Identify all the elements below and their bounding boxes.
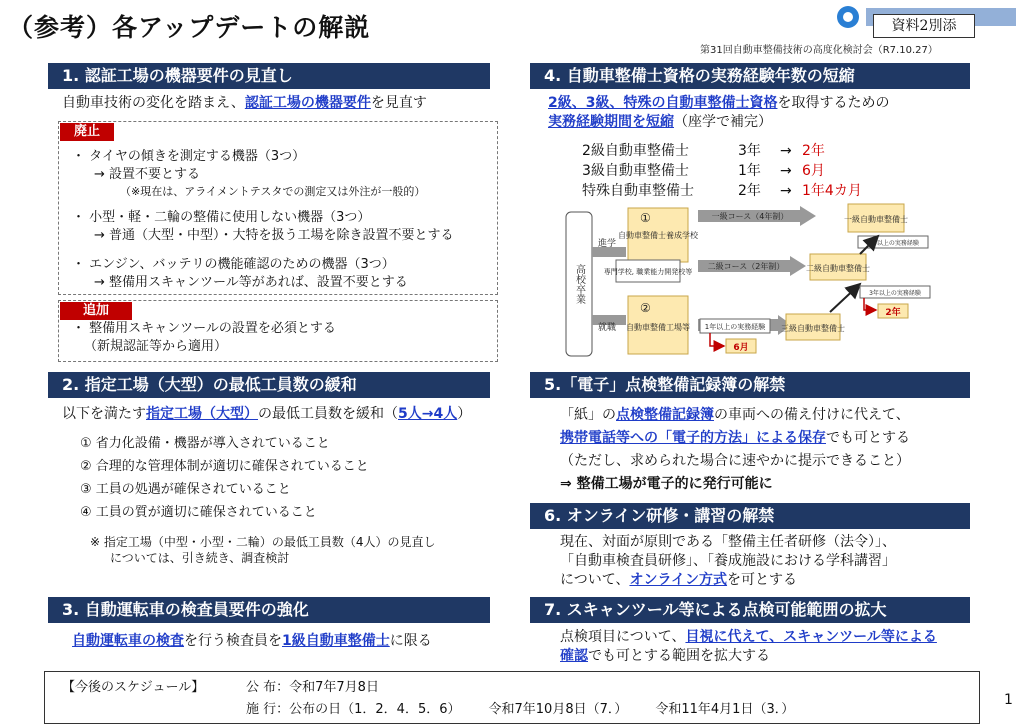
item-line: ・ タイヤの傾きを測定する機器（3つ） [72, 149, 306, 164]
intro-highlight: 認証工場の機器要件 [244, 95, 371, 111]
intro-text: （座学で補完） [674, 114, 772, 130]
grade3-label: 三級自動車整備士 [781, 324, 845, 333]
section-2-note [90, 534, 436, 566]
item-line: （新規認証等から適用） [84, 339, 228, 354]
text-highlight: 目視に代えて、スキャンツール等による [685, 629, 937, 645]
red-6m: 6月 [733, 343, 749, 353]
text-line: （ただし、求められた場合に速やかに提示できること） [560, 453, 910, 469]
item-line: ・ エンジン、バッテリの機能確認のための機器（3つ） [72, 257, 395, 272]
red-2y: 2年 [885, 308, 901, 318]
box1-num: ① [640, 211, 651, 225]
intro-text: 以下を満たす [62, 406, 146, 422]
text-highlight: オンライン方式 [629, 572, 728, 588]
intro-highlight: 実務経験期間を短縮 [548, 114, 674, 130]
experience-row: 3級自動車整備士 1年 → 6月 [582, 163, 825, 179]
text-highlight: 確認 [560, 648, 588, 664]
intro-highlight: 5人→4人 [398, 406, 458, 422]
item-line: ・ 小型・軽・二輪の整備に使用しない機器（3つ） [72, 210, 371, 225]
experience-row: 特殊自動車整備士 2年 → 1年4カ月 [582, 183, 862, 199]
shingaku-label: 進学 [598, 239, 617, 249]
text-line: ⇒ 整備工場が電子的に発行可能に [560, 476, 773, 492]
item-note: （※現在は、アライメントテスタでの測定又は外注が一般的） [120, 185, 426, 198]
grade2-exp: 3年以上の実務経験 [869, 290, 921, 297]
text-line: 現在、対面が原則である「整備主任者研修（法令）」、 [560, 534, 896, 550]
section-5-heading: 5.「電子」点検整備記録簿の解禁 [530, 372, 970, 398]
course1-label: 一級コース（4年制） [711, 212, 789, 221]
intro-text: 自動車技術の変化を踏まえ、 [62, 95, 245, 111]
note-line: については、引き続き、調査検討 [110, 551, 290, 565]
section-6-heading: 6. オンライン研修・講習の解禁 [530, 503, 970, 529]
intro-text-end: ） [457, 406, 472, 422]
exp1-label: 1年以上の実務経験 [704, 323, 766, 331]
section-4-heading: 4. 自動車整備士資格の実務経験年数の短縮 [530, 63, 970, 89]
add-tag: 追加 [60, 302, 132, 320]
condition-item: ① 省力化設備・機器が導入されていること [80, 436, 330, 451]
condition-item: ② 合理的な管理体制が適切に確保されていること [80, 459, 369, 474]
course2-label: 二級コース（2年制） [707, 262, 785, 271]
abolish-item-3 [72, 256, 408, 292]
text-highlight: 点検整備記録簿 [616, 407, 714, 423]
intro-highlight: 2級、3級、特殊の自動車整備士資格 [548, 95, 778, 111]
item-line: → 設置不要とする [94, 167, 201, 182]
page-number: 1 [1004, 692, 1013, 708]
experience-table [582, 141, 862, 201]
page-title: （参考）各アップデートの解説 [8, 13, 371, 42]
section-3-text [72, 632, 432, 650]
box1-text: 自動車整備士養成学校 [618, 231, 698, 240]
intro-highlight: 指定工場（大型） [146, 406, 258, 422]
text-highlight: 1級自動車整備士 [282, 633, 390, 649]
section-2-intro [62, 405, 471, 423]
note-line: ※ 指定工場（中型・小型・二輪）の最低工員数（4人）の見直し [90, 535, 436, 549]
text-highlight: 自動運転車の検査 [72, 633, 184, 649]
intro-text-end: を見直す [370, 95, 427, 111]
add-item [72, 320, 336, 356]
vocational-school-text: 専門学校, 職業能力開発校等 [603, 268, 693, 276]
condition-item: ③ 工員の処遇が確保されていること [80, 482, 291, 497]
experience-row: 2級自動車整備士 3年 → 2年 [582, 143, 825, 159]
qualification-path-diagram [560, 200, 960, 362]
item-line: ・ 整備用スキャンツールの設置を必須とする [72, 321, 336, 336]
section-1-heading: 1. 認証工場の機器要件の見直し [48, 63, 490, 89]
grade1-label: 一級自動車整備士 [844, 215, 908, 224]
section-6-body: 現在、対面が原則である「整備主任者研修（法令）」、 「自動車検査員研修」、「養成施設における学科講習」 について、オンライン方式を可とする [560, 534, 896, 588]
text: に限る [389, 633, 432, 649]
intro-text: の最低工員数を緩和（ [258, 406, 398, 422]
conditions-list [80, 432, 369, 524]
document-ref-label: 資料2別添 [873, 14, 975, 38]
meeting-label: 第31回自動車整備技術の高度化検討会（R7.10.27） [700, 45, 938, 56]
item-line: → 普通（大型・中型）・大特を扱う工場を除き設置不要とする [94, 228, 454, 243]
schedule-pub: 公 布：令和7年7月8日 [246, 680, 379, 695]
intro-text: を取得するための [777, 95, 890, 111]
section-7-heading: 7. スキャンツール等による点検可能範囲の拡大 [530, 597, 970, 623]
abolish-item-2 [72, 209, 454, 245]
text-highlight: 携帯電話等への「電子的方法」による保存 [560, 430, 826, 446]
shushoku-label: 就職 [598, 323, 617, 333]
section-5-body: 「紙」の点検整備記録簿の車両への備え付けに代えて、 携帯電話等への「電子的方法」による保存でも可とする （ただし、求められた場合に速やかに提示できること） ⇒ 整備工場が電子的に発行可能に [560, 404, 910, 496]
item-line: → 整備用スキャンツール等があれば、設置不要とする [94, 275, 408, 290]
grade2-label: 二級自動車整備士 [806, 264, 870, 273]
section-2-heading: 2. 指定工場（大型）の最低工員数の緩和 [48, 372, 490, 398]
schedule-enf: 施 行：公布の日（1．2．4．5．6） 令和7年10月8日（7．） 令和11年4月1日（3．） [246, 702, 795, 717]
section-3-heading: 3. 自動運転車の検査員要件の強化 [48, 597, 490, 623]
abolish-tag: 廃止 [60, 123, 114, 141]
condition-item: ④ 工員の質が適切に確保されていること [80, 505, 317, 520]
section-7-body: 点検項目について、目視に代えて、スキャンツール等による 確認でも可とする範囲を拡大する [560, 629, 937, 664]
schedule-label: 【今後のスケジュール】 [62, 680, 205, 695]
box2-num: ② [640, 301, 651, 315]
section-4-intro [548, 94, 889, 132]
box2-text: 自動車整備工場等 [626, 323, 690, 332]
abolish-item-1 [72, 148, 425, 200]
highschool-label: 高校卒業 [573, 264, 585, 304]
text-line: 「自動車検査員研修」、「養成施設における学科講習」 [560, 553, 896, 569]
section-1-intro [62, 94, 427, 112]
grade1-exp: 3年以上の実務経験 [867, 240, 919, 247]
text: を行う検査員を [184, 633, 282, 649]
